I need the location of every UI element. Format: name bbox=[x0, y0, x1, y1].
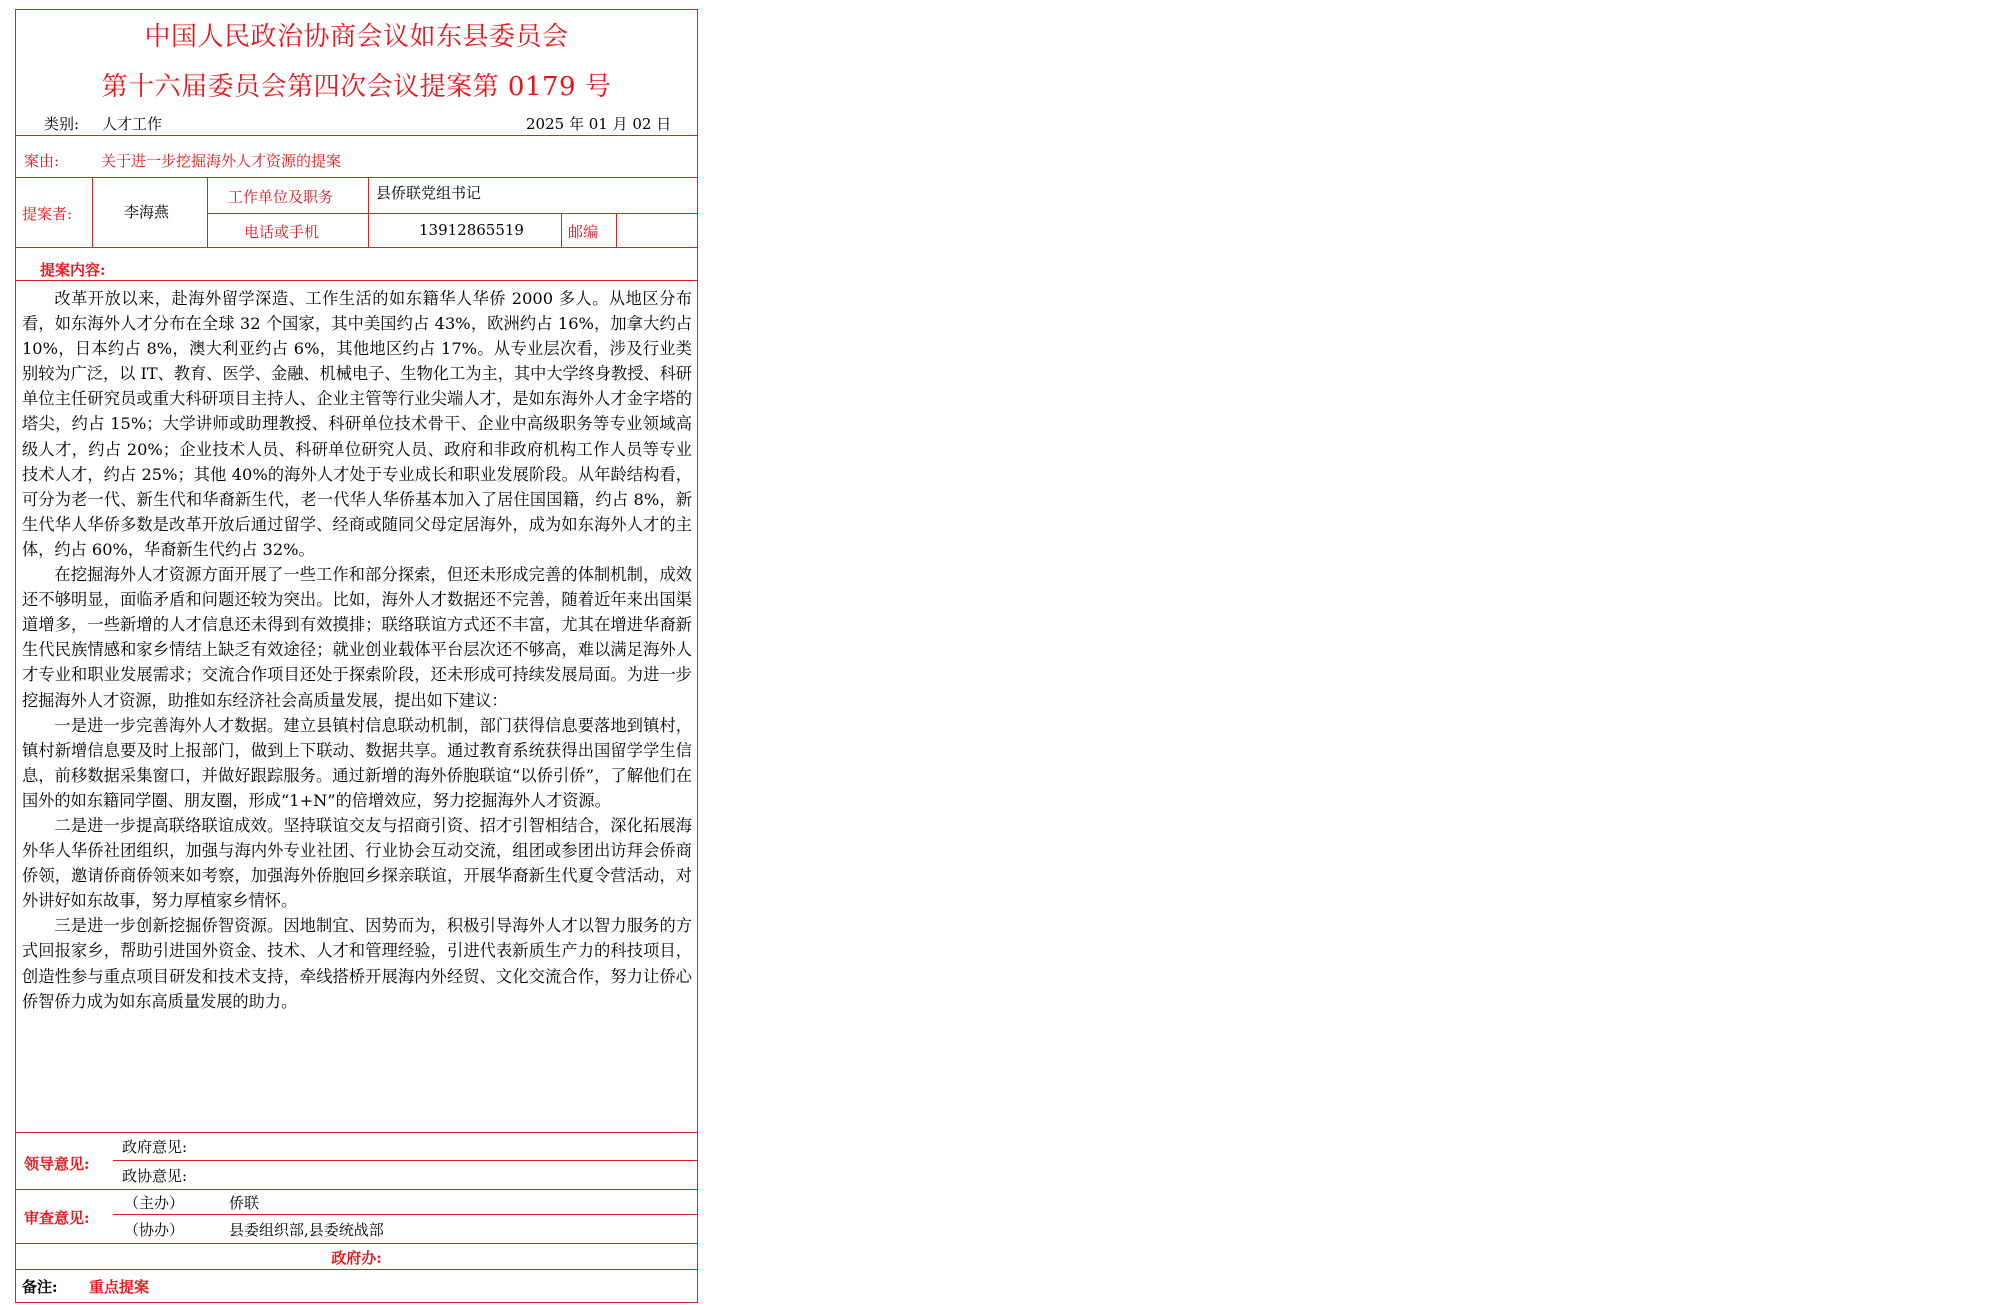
case-label: 案由: bbox=[24, 152, 60, 170]
proposer-label: 提案者: bbox=[22, 205, 73, 223]
main-org-label: （主办） bbox=[124, 1194, 185, 1212]
proposal-body bbox=[22, 286, 692, 1014]
case-value: 关于进一步挖掘海外人才资源的提案 bbox=[101, 152, 342, 170]
title-line1: 中国人民政治协商会议如东县委员会 bbox=[144, 22, 569, 52]
paragraph: 一是进一步完善海外人才数据。建立县镇村信息联动机制，部门获得信息要落地到镇村，镇村新增信息要及时上报部门，做到上下联动、数据共享。通过教育系统获得出国留学学生信息，前移数据采集窗口，并做好跟踪服务。通过新增的海外侨胞联谊“以侨引侨”，了解他们在国外的如东籍同学圈、朋友圈，形成“1+N”的倍增效应，努力挖掘海外人才资源。 bbox=[22, 715, 692, 810]
title-line2: 第十六届委员会第四次会议提案第 0179 号 bbox=[101, 72, 612, 102]
paragraph: 二是进一步提高联络联谊成效。坚持联谊交友与招商引资、招才引智相结合，深化拓展海外华人华侨社团组织，加强与海内外专业社团、行业协会互动交流，组团或参团出访拜会侨商侨领，邀请侨商侨领来如考察，加强海外侨胞回乡探亲联谊，开展华裔新生代夏令营活动，对外讲好如东故事，努力厚植家乡情怀。 bbox=[22, 815, 692, 911]
divider bbox=[207, 213, 697, 214]
phone-value: 13912865519 bbox=[419, 221, 524, 239]
divider bbox=[207, 177, 208, 247]
divider bbox=[16, 1269, 697, 1270]
divider bbox=[16, 135, 697, 136]
divider bbox=[16, 247, 697, 248]
remark-label: 备注: bbox=[22, 1278, 58, 1296]
divider bbox=[113, 1214, 697, 1215]
divider bbox=[16, 1189, 697, 1190]
divider bbox=[561, 213, 562, 247]
unit-value: 县侨联党组书记 bbox=[376, 184, 482, 202]
divider bbox=[616, 213, 617, 247]
divider bbox=[368, 177, 369, 247]
proposal-form bbox=[15, 9, 698, 1303]
divider bbox=[16, 177, 697, 178]
divider bbox=[16, 1243, 697, 1244]
divider bbox=[113, 1160, 697, 1161]
phone-label: 电话或手机 bbox=[244, 223, 320, 241]
proposer-name: 李海燕 bbox=[124, 203, 170, 221]
divider bbox=[92, 177, 93, 247]
postcode-label: 邮编 bbox=[568, 223, 599, 241]
paragraph: 在挖掘海外人才资源方面开展了一些工作和部分探索，但还未形成完善的体制机制，成效还不够明显，面临矛盾和问题还较为突出。比如，海外人才数据还不完善，随着近年来出国渠道增多，一些新增的人才信息还未得到有效摸排；联络联谊方式还不丰富，尤其在增进华裔新生代民族情感和家乡情结上缺乏有效途径；就业创业载体平台层次还不够高，难以满足海外人才专业和职业发展需求；交流合作项目还处于探索阶段，还未形成可持续发展局面。为进一步挖掘海外人才资源，助推如东经济社会高质量发展，提出如下建议： bbox=[22, 565, 692, 710]
category-label: 类别: bbox=[44, 115, 80, 133]
paragraph: 三是进一步创新挖掘侨智资源。因地制宜、因势而为，积极引导海外人才以智力服务的方式回报家乡，帮助引进国外资金、技术、人才和管理经验，引进代表新质生产力的科技项目，创造性参与重点项目研发和技术支持，牵线搭桥开展海内外经贸、文化交流合作，努力让侨心侨智侨力成为如东高质量发展的助力。 bbox=[22, 916, 692, 1011]
divider bbox=[16, 1132, 697, 1133]
assist-org-value: 县委组织部,县委统战部 bbox=[229, 1221, 384, 1239]
date: 2025 年 01 月 02 日 bbox=[526, 115, 672, 133]
category-value: 人才工作 bbox=[102, 115, 163, 133]
leader-label: 领导意见: bbox=[24, 1155, 90, 1173]
paragraph: 改革开放以来，赴海外留学深造、工作生活的如东籍华人华侨 2000 多人。从地区分布看，如东海外人才分布在全球 32 个国家，其中美国约占 43%，欧洲约占 16%，加拿大约占 10%，日本约占 8%，澳大利亚约占 6%，其他地区约占 17%。从专业层次看，涉及行业类别较为广泛，以 IT、教育、医学、金融、机械电子、生物化工为主，其中大学终身教授、科研单位主任研究员或重大科研项目主持人、企业主管等行业尖端人才，是如东海外人才金字塔的塔尖，约占 15%；大学讲师或助理教授、科研单位技术骨干、企业中高级职务等专业领域高级人才，约占 20%；企业技术人员、科研单位研究人员、政府和非政府机构工作人员等专业技术人才，约占 25%；其他 40%的海外人才处于专业成长和职业发展阶段。从年龄结构看，可分为老一代、新生代和华裔新生代，老一代华人华侨基本加入了居住国国籍，约占 8%，新生代华人华侨多数是改革开放后通过留学、经商或随同父母定居海外，成为如东海外人才的主体，约占 60%，华裔新生代约占 32%。 bbox=[22, 289, 692, 559]
divider bbox=[16, 280, 697, 281]
review-label: 审查意见: bbox=[24, 1209, 90, 1227]
main-org-value: 侨联 bbox=[229, 1194, 260, 1212]
unit-label: 工作单位及职务 bbox=[228, 188, 334, 206]
cppcc-opinion-label: 政协意见: bbox=[122, 1167, 188, 1185]
remark-value: 重点提案 bbox=[89, 1278, 150, 1296]
content-label: 提案内容: bbox=[40, 261, 106, 279]
assist-org-label: （协办） bbox=[124, 1221, 185, 1239]
gov-office-label: 政府办: bbox=[331, 1249, 382, 1267]
gov-opinion-label: 政府意见: bbox=[122, 1138, 188, 1156]
